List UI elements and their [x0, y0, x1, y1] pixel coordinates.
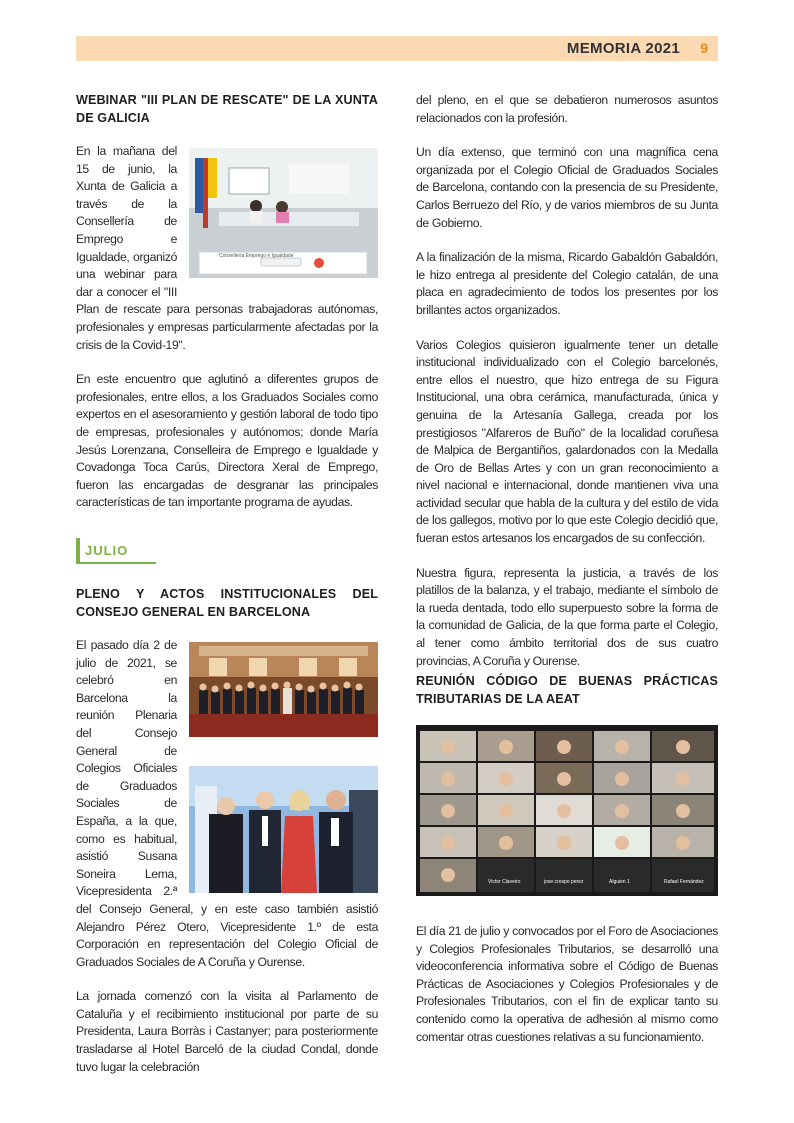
pleno-paragraph-2: La jornada comenzó con la visita al Parlamento de Cataluña y el recibimiento institucional por parte de su Presidenta, Laura Borràs i Castanyer; para posteriormente trasladarse al Hotel Barceló de la ciudad Condal, donde tuvo lugar la celebración: [76, 989, 378, 1074]
award-group-photo: [189, 766, 378, 893]
video-name-3: Alguien 1: [609, 879, 630, 885]
webinar-article: [76, 91, 378, 512]
pleno-cont-paragraph-3: A la finalización de la misma, Ricardo Gabaldón Gabaldón, le hizo entrega al presidente del Colegio catalán, de una placa en agradecimiento de todos los presentes por los brillantes actos organizados.: [416, 250, 718, 317]
webinar-photo: [189, 148, 378, 278]
pleno-cont-paragraph-4: Varios Colegios quisieron igualmente tener un detalle institucional individualizado con el Colegio barcelonés, entre ellos el nuestro, que hizo entrega de su Figura Institucional, una obra cerámica, manufacturada, única y genuina de la Artesanía Gallega, creada por los prestigiosos "Alfareros de Buño" de la localidad coruñesa de Malpica de Bergantiños, galardonados con la Medalla de Oro de Bellas Artes y con un gran reconocimiento a nivel nacional e internacional, donde mantienen viva una actividad secular que habla de la cultura y del estilo de vida de los gallegos, motivo por lo que este Colegio decidió que, fueran estos artesanos los encargados de su confección.: [416, 337, 718, 546]
pleno-continuation: [416, 92, 718, 670]
pleno-paragraph-1: El pasado día 2 de julio de 2021, se celebró en Barcelona la reunión Plenaria del Consejo General de Colegios Oficiales de Graduados Sociales de España, a la que, como es habitual, asistió Susana Soneira Lema, Vicepresidenta 2.ª del Consejo General, y en este caso también asistió Alejandro Pérez Otero, Vicepresidente 1.º de esta Corporación en representación del Colegio Oficial de Graduados Sociales de A Coruña y Ourense.: [76, 638, 378, 969]
document-title: MEMORIA 2021: [566, 40, 680, 57]
video-name-1: Victor Claveiro: [488, 879, 521, 885]
pleno-photos: [189, 642, 378, 893]
video-name-2: jose crespo perez: [544, 879, 584, 885]
page-header: [76, 36, 718, 61]
parliament-group-photo: [189, 642, 378, 737]
aeat-article: [416, 672, 718, 1046]
page-number: 9: [700, 40, 708, 56]
pleno-cont-paragraph-5: Nuestra figura, representa la justicia, a través de los platillos de la balanza, y el trabajo, mediante el símbolo de la rueda dentada, todo ello superpuesto sobre la forma de la comunidad de Galicia, de la que forma parte el Colegio, al tener como ámbito territorial dos de sus cuatro provincias, A Coruña y Ourense.: [416, 565, 718, 668]
aeat-paragraph-1: El día 21 de julio y convocados por el Foro de Asociaciones y Colegios Profesionales Tributarios, se desarrolló una videoconferencia informativa sobre el Código de Buenas Prácticas de Asociaciones y Colegios Profesionales y de Profesionales Tributarios, con el fin de explicar tanto su contenido como la operativa de adhesión al mismo como comentar otras cuestiones relativas a su funcionamiento.: [416, 924, 718, 1044]
aeat-title: REUNIÓN CÓDIGO DE BUENAS PRÁCTICAS TRIBUTARIAS DE LA AEAT: [416, 674, 718, 706]
webinar-title: WEBINAR "III PLAN DE RESCATE" DE LA XUNTA DE GALICIA: [76, 93, 378, 125]
webinar-paragraph-2: En este encuentro que aglutinó a diferentes grupos de profesionales, entre ellos, a los Graduados Sociales como expertos en el asesoramiento y gestión laboral de todo tipo de empresas, profesionales y autónomos; donde María Jesús Lorenzana, Conselleira de Emprego e Igualdade y Covadonga Toca Carús, Directora Xeral de Emprego, fueron las encargadas de desgranar las principales características de tan importante programa de ayudas.: [76, 372, 378, 510]
pleno-cont-paragraph-2: Un día extenso, que terminó con una magnífica cena organizada por el Colegio Oficial de Graduados Sociales de Barcelona, contando con la presencia de su Presidente, Carlos Berruezo del Río, y de varios miembros de su Junta de Gobierno.: [416, 145, 718, 230]
section-label-julio: [76, 538, 156, 564]
pleno-cont-paragraph-1: del pleno, en el que se debatieron numerosos asuntos relacionados con la profesión.: [416, 93, 718, 125]
webinar-photo-caption: Consellería Emprego e Igualdade: [219, 253, 294, 259]
videoconference-photo: [416, 725, 718, 896]
video-name-4: Rafael Fernández: [664, 879, 704, 885]
pleno-article: [76, 585, 378, 1076]
webinar-paragraph-1: En la mañana del 15 de junio, la Xunta de Galicia a través de la Consellería de Emprego e Igualdade, organizó una webinar para dar a conocer el "III Plan de rescate para personas trabajadoras autónomas, profesionales y empresas particularmente afectadas por la crisis de la Covid-19".: [76, 144, 378, 352]
pleno-title: PLENO Y ACTOS INSTITUCIONALES DEL CONSEJO GENERAL EN BARCELONA: [76, 587, 378, 619]
section-label-text: JULIO: [85, 543, 129, 558]
